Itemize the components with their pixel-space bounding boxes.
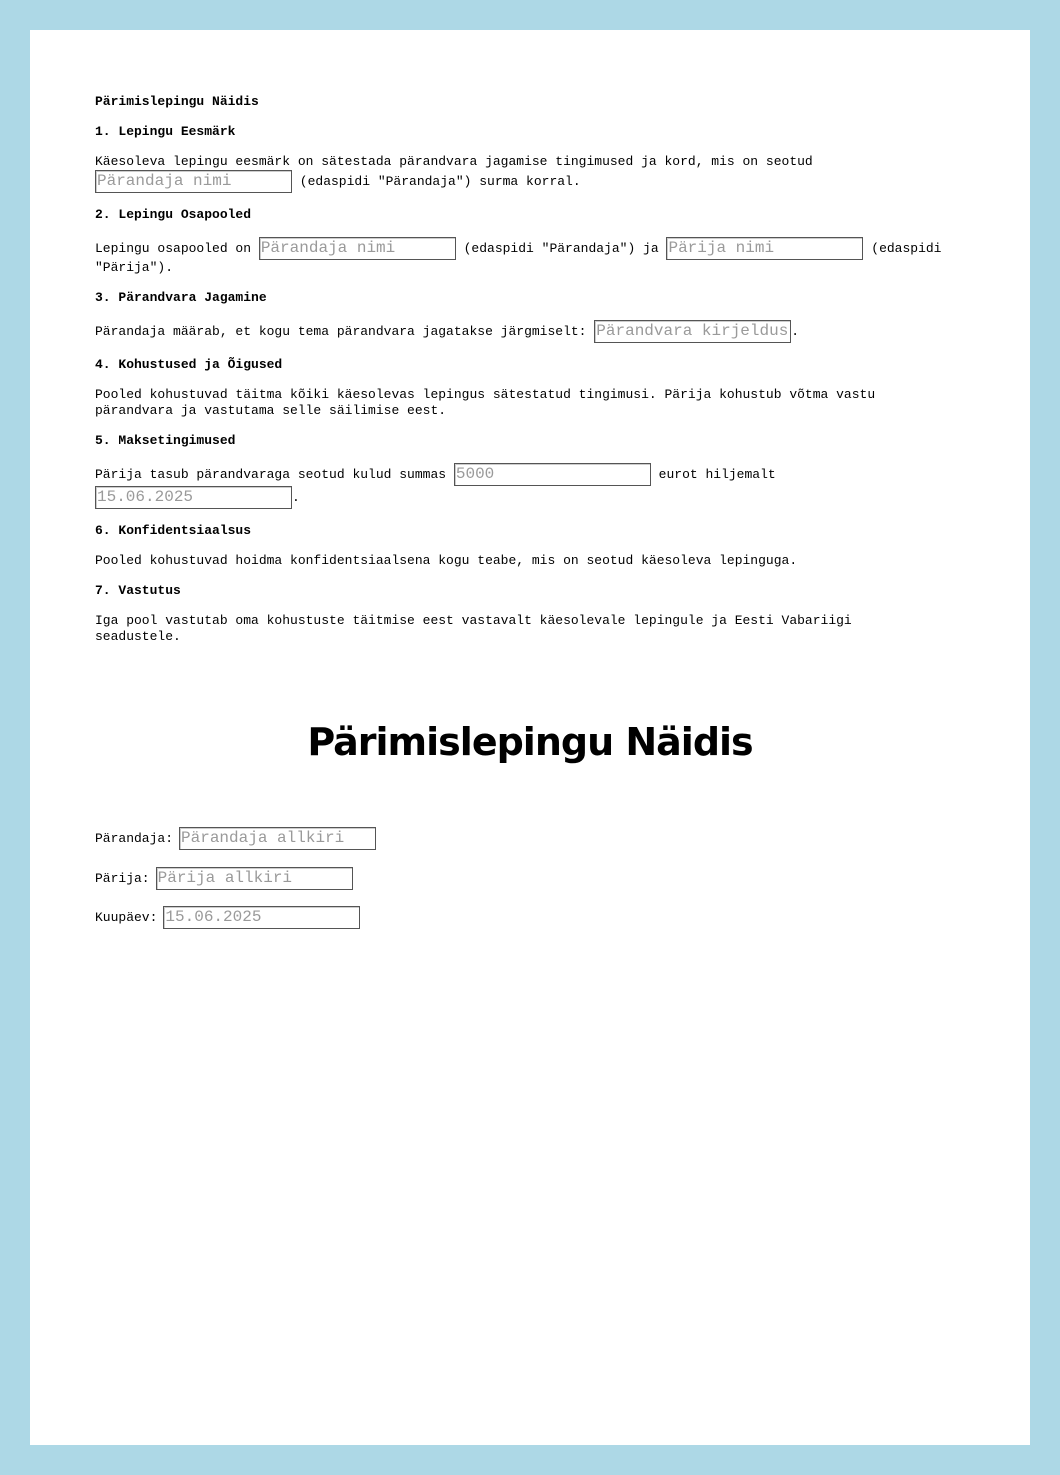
section-3-text (95, 320, 970, 343)
section-1-text (95, 154, 970, 193)
section-1-title: 1. Lepingu Eesmärk (95, 124, 236, 139)
signature-label-date: Kuupäev: (95, 910, 158, 925)
section-5-title: 5. Maksetingimused (95, 433, 236, 448)
document-content (95, 94, 970, 659)
signature-row-heir (95, 867, 353, 890)
signature-row-date (95, 906, 360, 929)
section-6-title: 6. Konfidentsiaalsus (95, 523, 252, 538)
section-2-title: 2. Lepingu Osapooled (95, 207, 252, 222)
section-7-text: Iga pool vastutab oma kohustuste täitmise eest vastavalt käesolevale lepingule ja Eesti Vabariigi seadustele. (95, 613, 852, 644)
testator-name-field-2[interactable]: Pärandaja nimi (259, 237, 456, 260)
section-3-title: 3. Pärandvara Jagamine (95, 290, 267, 305)
section-2-text-a: Lepingu osapooled on (95, 240, 259, 256)
testator-signature-field[interactable]: Pärandaja allkiri (179, 827, 376, 850)
section-1-text-a: Käesoleva lepingu eesmärk on sätestada pärandvara jagamise tingimused ja kord, mis on seotud (95, 154, 813, 169)
section-7-title: 7. Vastutus (95, 583, 181, 598)
section-5-text-a: Pärija tasub pärandvaraga seotud kulud summas (95, 466, 454, 482)
section-4-text: Pooled kohustuvad täitma kõiki käesolevas lepingus sätestatud tingimusi. Pärija kohustub võtma vastu pärandvara ja vastutama selle säilimise eest. (95, 387, 876, 418)
section-2-text-b: (edaspidi "Pärandaja") ja (455, 240, 667, 256)
section-3-text-b: . (791, 323, 800, 339)
signature-date-field[interactable]: 15.06.2025 (163, 906, 360, 929)
section-6-text: Pooled kohustuvad hoidma konfidentsiaalsena kogu teabe, mis on seotud käesoleva lepinguga. (95, 553, 798, 568)
heir-name-field[interactable]: Pärija nimi (666, 237, 863, 260)
signature-label-testator: Pärandaja: (95, 831, 174, 846)
signature-row-testator (95, 827, 376, 850)
section-4-title: 4. Kohustused ja Õigused (95, 357, 283, 372)
section-5-text (95, 463, 970, 509)
estate-description-field[interactable]: Pärandvara kirjeldus (594, 320, 791, 343)
section-2-text (95, 237, 975, 276)
section-5-text-c: . (292, 489, 300, 505)
signature-label-heir: Pärija: (95, 871, 150, 886)
payment-date-field[interactable]: 15.06.2025 (95, 486, 292, 509)
document-page (30, 30, 1030, 1445)
document-heading: Pärimislepingu Näidis (95, 94, 259, 109)
section-5-text-b: eurot hiljemalt (650, 466, 776, 482)
section-1-text-b: (edaspidi "Pärandaja") surma korral. (292, 173, 581, 189)
testator-name-field-1[interactable]: Pärandaja nimi (95, 170, 292, 193)
section-3-text-a: Pärandaja määrab, et kogu tema pärandvara jagatakse järgmiselt: (95, 323, 595, 339)
section-2-text-c: (edaspidi "Pärija"). (95, 240, 950, 275)
cost-amount-field[interactable]: 5000 (454, 463, 651, 486)
heir-signature-field[interactable]: Pärija allkiri (156, 867, 353, 890)
large-document-title: Pärimislepingu Näidis (307, 720, 753, 764)
